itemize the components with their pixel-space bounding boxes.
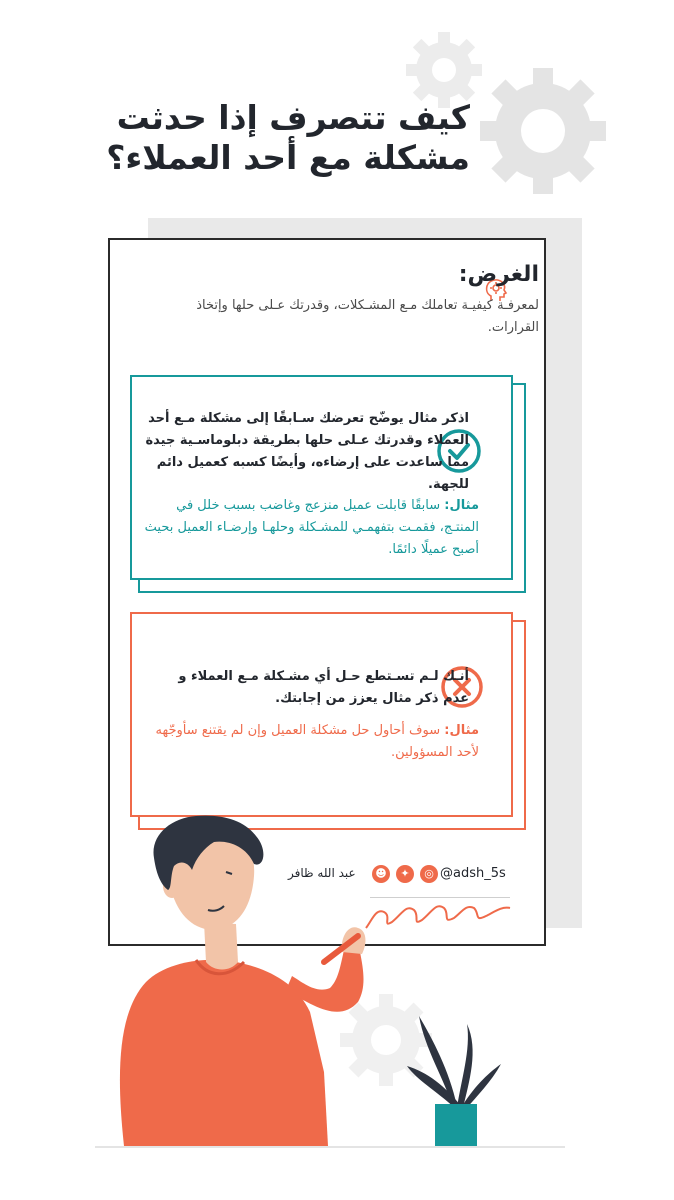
person-illustration — [96, 812, 396, 1148]
good-example-label: مثال: — [444, 498, 479, 513]
title-line-2: مشكلة مع أحد العملاء؟ — [106, 138, 470, 177]
ground-line — [95, 1146, 565, 1148]
good-answer-example — [139, 495, 479, 561]
plant-illustration — [405, 1010, 505, 1150]
bad-answer-example — [144, 720, 479, 764]
author-name: عبد الله ظافر — [288, 866, 356, 880]
good-answer-text: اذكر مثال يوضّح تعرضك سـابقًا إلى مشكلة مـع أحد العملاء وقدرتك عـلى حلها بطريقة دبلوماسـية جيدة مما ساعدت على إرضاءه، وأيضًا كسبه كعميل دائم للجهة. — [145, 411, 469, 492]
bad-example-text: سوف أحاول حل مشكلة العميل وإن لم يقتنع سأوجّهه لأحد المسؤولين. — [155, 723, 479, 760]
purpose-heading: الغرض: — [458, 262, 539, 287]
bad-answer-text: أنـك لـم تسـتطع حـل أي مشـكلة مـع العملاء و عدم ذكر مثال يعزز من إجابتك. — [178, 669, 469, 706]
twitter-icon[interactable]: ✦ — [396, 865, 414, 883]
purpose-text: لمعرفـة كيفيـة تعاملك مـع المشـكلات، وقدرتك عـلى حلها وإتخاذ القرارات. — [196, 298, 539, 335]
snapchat-icon[interactable]: ☻ — [372, 865, 390, 883]
bad-answer-box — [130, 612, 513, 817]
instagram-icon[interactable]: ◎ — [420, 865, 438, 883]
good-example-text: سابقًا قابلت عميل منزعج وغاضب بسبب خلل في المنتـج، فقمـت بتفهمـي للمشـكلة وحلهـا وإرضـاء العميل بحيث أصبح عميلًا دائمًا. — [144, 498, 479, 557]
social-handle[interactable]: @adsh_5s — [440, 866, 506, 881]
bad-example-label: مثال: — [444, 723, 479, 738]
page-title — [60, 98, 470, 178]
title-line-1: كيف تتصرف إذا حدثت — [116, 98, 470, 137]
gear-large-icon — [478, 66, 608, 196]
